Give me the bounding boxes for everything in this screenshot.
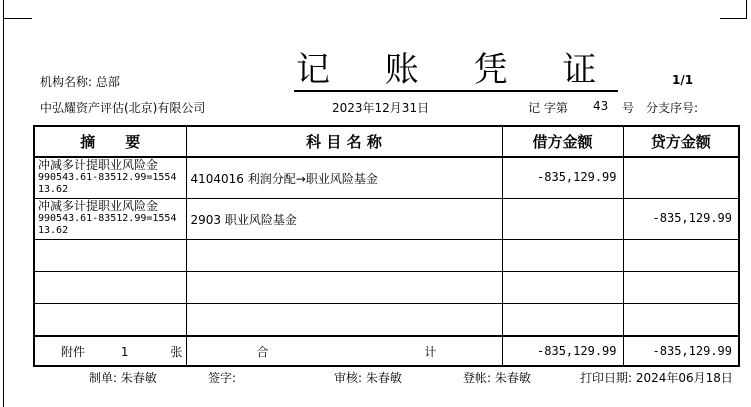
- total-label-cell: [186, 336, 502, 366]
- summary-text: 冲减多计提职业风险金: [38, 199, 159, 213]
- credit-amount: [624, 158, 739, 170]
- summary-cell: [34, 157, 186, 199]
- subject-cell: [186, 157, 502, 199]
- column-header-summary: 摘 要: [34, 126, 186, 157]
- voucher-date: 2023年12月31日: [332, 101, 430, 115]
- empty-row: [34, 304, 739, 337]
- credit-cell: [623, 157, 739, 199]
- total-credit-cell: [623, 336, 739, 366]
- summary-formula: 990543.61-83512.99=1554: [38, 172, 177, 183]
- attachment-label: 附件: [61, 344, 86, 359]
- summary-formula-cont: 13.62: [38, 184, 69, 195]
- debit-amount: -835,129.99: [537, 170, 617, 184]
- attachment-cell: [34, 336, 186, 366]
- voucher-title: 记 账 凭 证: [296, 50, 619, 90]
- column-header-subject: 科 目 名 称: [186, 126, 502, 157]
- debit-cell: [502, 199, 623, 240]
- summary-cell: [34, 199, 186, 240]
- corner-mark-right: [720, 0, 747, 19]
- org-name: 机构名称: 总部: [40, 75, 120, 89]
- table-row: [34, 157, 739, 199]
- poster: 登帐: 朱春敏: [463, 371, 531, 385]
- summary-text: 冲减多计提职业风险金: [38, 158, 159, 172]
- maker: 制单: 朱春敏: [89, 371, 157, 385]
- total-debit: -835,129.99: [537, 344, 617, 358]
- subject-text: 2903 职业风险基金: [190, 213, 297, 227]
- company-name: 中弘耀资产评估(北京)有限公司: [40, 101, 206, 115]
- voucher-number-unit: 号: [622, 101, 635, 115]
- attachment-count: 1: [120, 344, 129, 359]
- page-number: 1/1: [672, 73, 694, 87]
- table-header-row: [34, 126, 739, 157]
- voucher-word: 记 字第: [528, 101, 568, 115]
- voucher-table: [33, 125, 740, 367]
- corner-mark-left: [3, 0, 32, 19]
- page-left-edge: [3, 18, 4, 407]
- signer: 签字:: [208, 371, 237, 385]
- column-header-credit: 贷方金额: [623, 126, 739, 157]
- attachment-unit: 张: [170, 344, 183, 359]
- credit-cell: [623, 199, 739, 240]
- total-credit: -835,129.99: [652, 344, 732, 358]
- total-debit-cell: [502, 336, 623, 366]
- credit-amount: -835,129.99: [652, 211, 732, 225]
- voucher-number: 43: [593, 99, 609, 113]
- subject-cell: [186, 199, 502, 240]
- table-row: [34, 199, 739, 240]
- print-date: 打印日期: 2024年06月18日: [580, 371, 733, 385]
- subject-text: 4104016 利润分配→职业风险基金: [190, 172, 378, 186]
- empty-row: [34, 240, 739, 272]
- sub-number-label: 分支序号:: [646, 101, 699, 115]
- total-label-ji: 计: [424, 344, 437, 359]
- column-header-debit: 借方金额: [502, 126, 623, 157]
- debit-cell: [502, 157, 623, 199]
- debit-amount: [503, 199, 623, 211]
- total-row: [34, 336, 739, 366]
- total-label-he: 合: [256, 344, 269, 359]
- summary-formula: 990543.61-83512.99=1554: [38, 213, 177, 224]
- empty-row: [34, 272, 739, 304]
- reviewer: 审核: 朱春敏: [334, 371, 402, 385]
- summary-formula-cont: 13.62: [38, 225, 69, 236]
